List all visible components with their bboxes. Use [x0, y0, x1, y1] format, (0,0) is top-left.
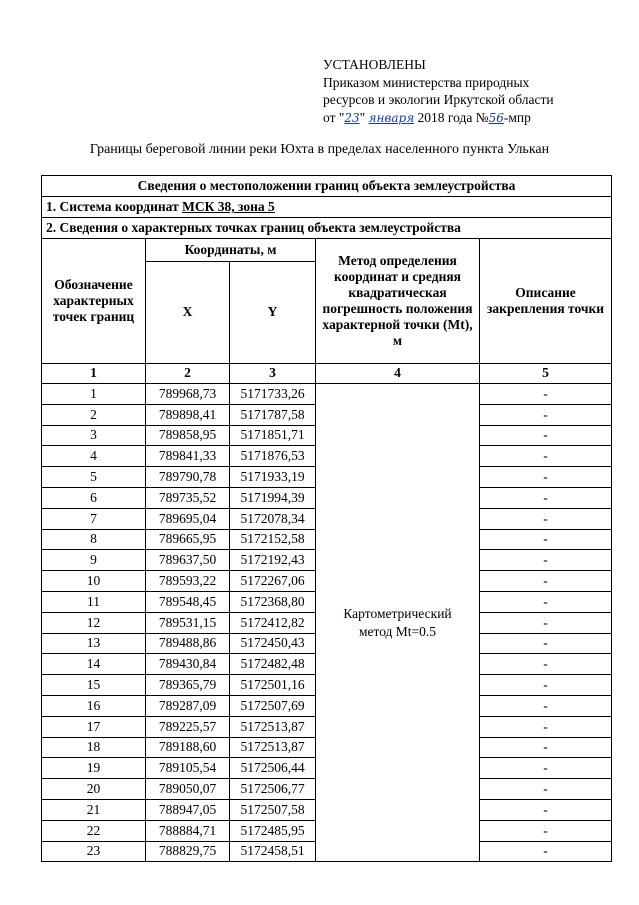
point-number: 6 [42, 487, 146, 508]
year-label: 2018 года № [417, 109, 489, 125]
coord-x: 789637,50 [146, 550, 230, 571]
coord-y: 5172513,87 [230, 737, 316, 758]
coord-x: 789665,95 [146, 529, 230, 550]
coord-x: 789188,60 [146, 737, 230, 758]
point-number: 13 [42, 633, 146, 654]
point-description: - [480, 384, 612, 405]
points-header: 2. Сведения о характерных точках границ объекта землеустройства [42, 218, 612, 239]
col-number-3: 3 [230, 363, 316, 384]
point-description: - [480, 737, 612, 758]
point-number: 17 [42, 716, 146, 737]
coord-y: 5172450,43 [230, 633, 316, 654]
coord-y: 5172267,06 [230, 571, 316, 592]
point-number: 3 [42, 425, 146, 446]
point-description: - [480, 675, 612, 696]
coord-y: 5171787,58 [230, 404, 316, 425]
coord-x: 789105,54 [146, 758, 230, 779]
point-number: 15 [42, 675, 146, 696]
coord-x: 788947,05 [146, 799, 230, 820]
approval-block [323, 56, 554, 127]
coord-y: 5172482,48 [230, 654, 316, 675]
section-header: Сведения о местоположении границ объекта землеустройства [42, 176, 612, 197]
point-description: - [480, 654, 612, 675]
coord-x: 789898,41 [146, 404, 230, 425]
coord-y: 5172078,34 [230, 508, 316, 529]
coord-y: 5172507,69 [230, 695, 316, 716]
coord-y: 5171733,26 [230, 384, 316, 405]
point-description: - [480, 467, 612, 488]
point-number: 12 [42, 612, 146, 633]
point-description: - [480, 591, 612, 612]
point-description: - [480, 508, 612, 529]
point-description: - [480, 633, 612, 654]
coord-y: 5172458,51 [230, 841, 316, 862]
coord-y: 5172507,58 [230, 799, 316, 820]
coord-x: 789287,09 [146, 695, 230, 716]
point-number: 14 [42, 654, 146, 675]
coord-x: 789225,57 [146, 716, 230, 737]
coord-x: 789735,52 [146, 487, 230, 508]
point-description: - [480, 695, 612, 716]
approval-heading: УСТАНОВЛЕНЫ [323, 57, 426, 72]
coord-x: 789593,22 [146, 571, 230, 592]
document-title: Границы береговой линии реки Юхта в пределах населенного пункта Улькан [89, 142, 550, 157]
point-description: - [480, 820, 612, 841]
coord-y: 5171876,53 [230, 446, 316, 467]
point-number: 10 [42, 571, 146, 592]
coord-x: 789841,33 [146, 446, 230, 467]
point-number: 5 [42, 467, 146, 488]
point-number: 11 [42, 591, 146, 612]
col-number-1: 1 [42, 363, 146, 384]
col-coords-header: Координаты, м [146, 238, 316, 261]
boundary-table [41, 175, 612, 862]
point-number: 23 [42, 841, 146, 862]
coord-y: 5172412,82 [230, 612, 316, 633]
coord-system-label: 1. Система координат [46, 199, 179, 214]
point-number: 9 [42, 550, 146, 571]
coord-y: 5172506,77 [230, 779, 316, 800]
col-y-header: Y [230, 261, 316, 363]
point-number: 16 [42, 695, 146, 716]
coord-x: 789488,86 [146, 633, 230, 654]
approval-date-line [323, 109, 554, 128]
coord-x: 789858,95 [146, 425, 230, 446]
col-number-2: 2 [146, 363, 230, 384]
approval-line-3: ресурсов и экологии Иркутской области [323, 92, 554, 107]
point-description: - [480, 758, 612, 779]
coord-y: 5172513,87 [230, 716, 316, 737]
col-point-header: Обозначение характерных точек границ [42, 238, 146, 363]
coord-y: 5172506,44 [230, 758, 316, 779]
point-description: - [480, 529, 612, 550]
point-description: - [480, 550, 612, 571]
point-description: - [480, 716, 612, 737]
point-description: - [480, 571, 612, 592]
coord-x: 788884,71 [146, 820, 230, 841]
point-number: 21 [42, 799, 146, 820]
coord-y: 5171851,71 [230, 425, 316, 446]
col-number-5: 5 [480, 363, 612, 384]
method-value: Картометрический метод Mt=0.5 [316, 384, 480, 862]
coord-x: 789531,15 [146, 612, 230, 633]
point-number: 1 [42, 384, 146, 405]
point-number: 4 [42, 446, 146, 467]
coord-y: 5172152,58 [230, 529, 316, 550]
coord-x: 789430,84 [146, 654, 230, 675]
point-description: - [480, 446, 612, 467]
point-number: 8 [42, 529, 146, 550]
coord-system-value: МСК 38, зона 5 [182, 199, 275, 214]
coord-y: 5172501,16 [230, 675, 316, 696]
coord-x: 789695,04 [146, 508, 230, 529]
col-number-4: 4 [316, 363, 480, 384]
order-suffix: -мпр [503, 109, 531, 125]
coord-x: 789365,79 [146, 675, 230, 696]
point-number: 20 [42, 779, 146, 800]
coord-y: 5171933,19 [230, 467, 316, 488]
point-description: - [480, 612, 612, 633]
table-row [42, 384, 612, 405]
coord-x: 789968,73 [146, 384, 230, 405]
quote-close: " [359, 109, 366, 125]
point-number: 22 [42, 820, 146, 841]
coord-x: 789548,45 [146, 591, 230, 612]
point-description: - [480, 799, 612, 820]
handwritten-month: января [368, 110, 415, 125]
coord-y: 5172485,95 [230, 820, 316, 841]
point-description: - [480, 779, 612, 800]
point-number: 7 [42, 508, 146, 529]
coord-x: 788829,75 [146, 841, 230, 862]
point-number: 2 [42, 404, 146, 425]
approval-line-2: Приказом министерства природных [323, 74, 530, 90]
col-desc-header: Описание закрепления точки [480, 238, 612, 363]
col-method-header: Метод определения координат и средняя квадратическая погрешность положения характерной точки (Mt), м [316, 238, 480, 363]
coord-x: 789050,07 [146, 779, 230, 800]
point-description: - [480, 841, 612, 862]
coord-y: 5172192,43 [230, 550, 316, 571]
coord-y: 5172368,80 [230, 591, 316, 612]
point-number: 19 [42, 758, 146, 779]
point-number: 18 [42, 737, 146, 758]
coord-x: 789790,78 [146, 467, 230, 488]
point-description: - [480, 425, 612, 446]
from-label: от " [323, 109, 345, 125]
point-description: - [480, 404, 612, 425]
col-x-header: X [146, 261, 230, 363]
coord-y: 5171994,39 [230, 487, 316, 508]
coord-system-row [42, 197, 612, 218]
handwritten-number: 56 [488, 110, 504, 125]
point-description: - [480, 487, 612, 508]
handwritten-day: 23 [344, 110, 360, 125]
